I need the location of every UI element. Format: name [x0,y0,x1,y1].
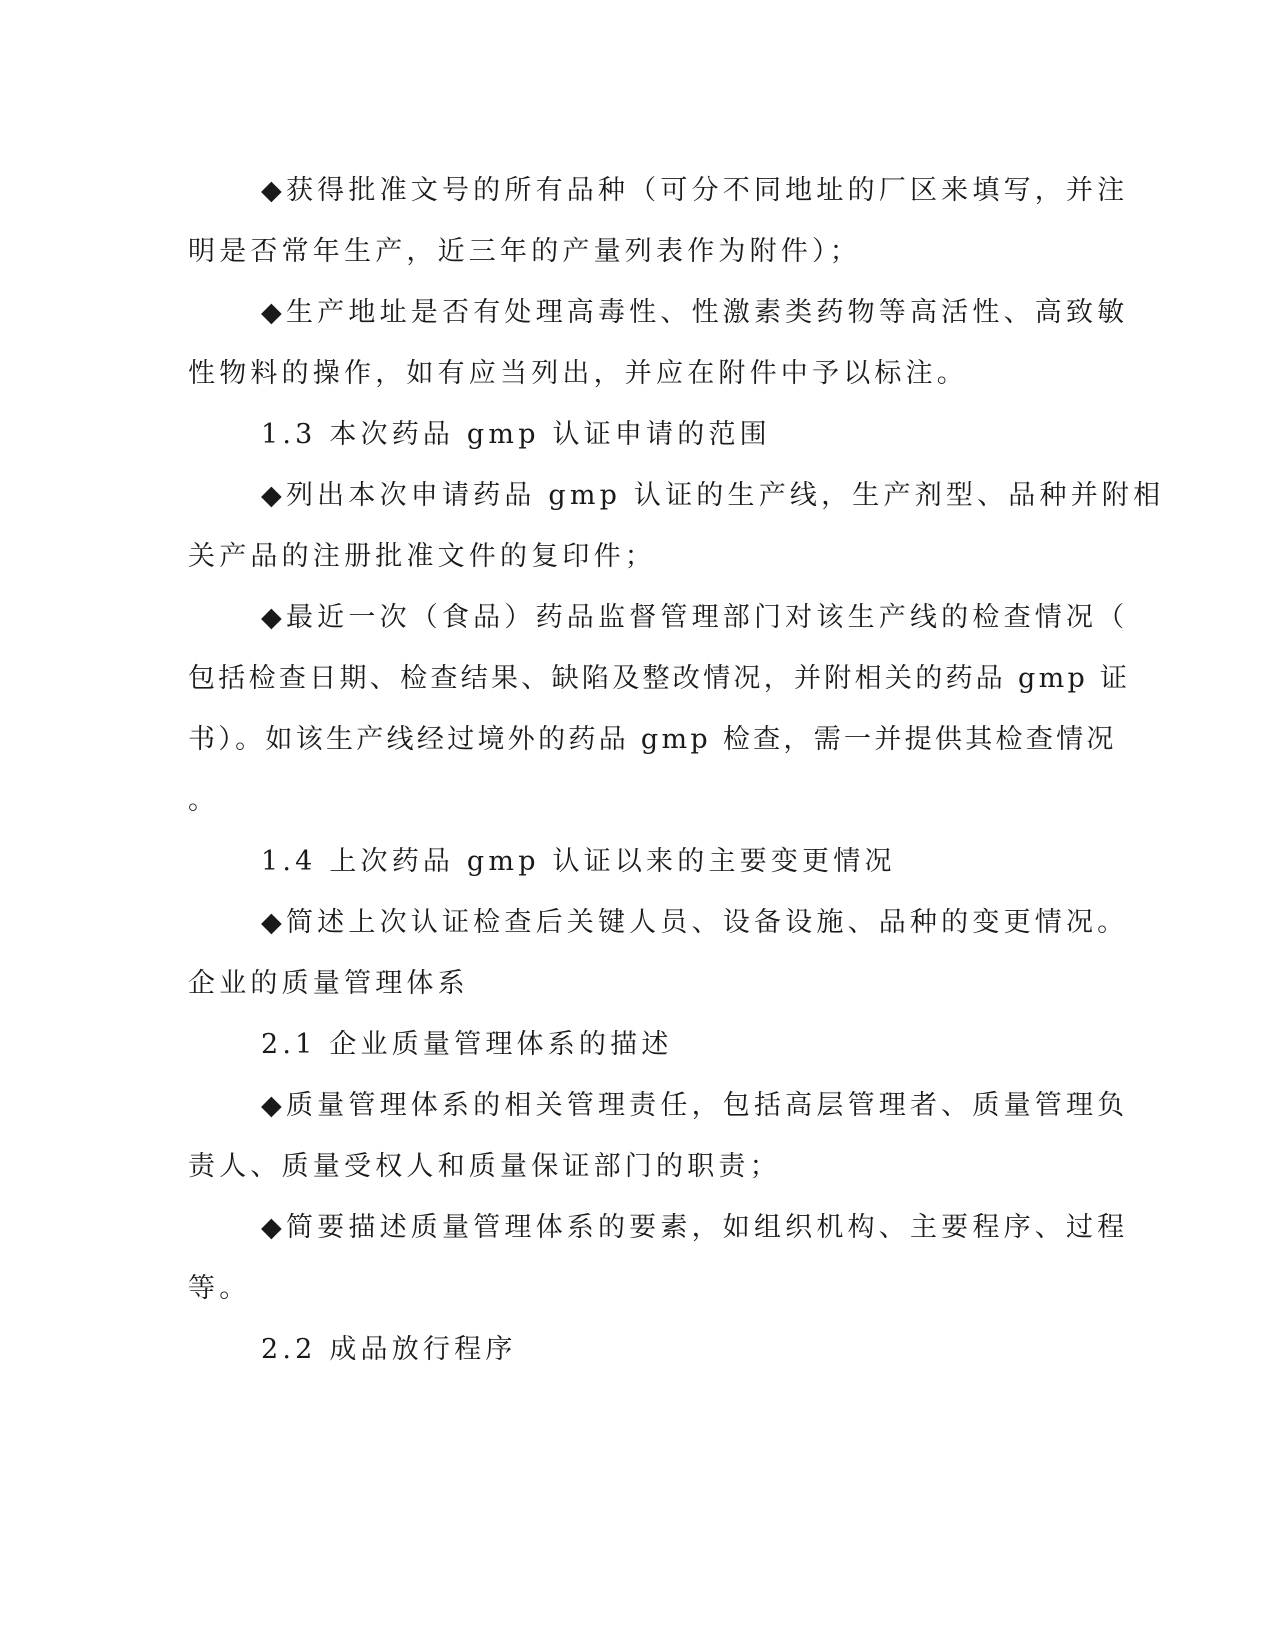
paragraph-continuation-line: 。 [188,785,220,816]
paragraph-continuation-line: 包括检查日期、检查结果、缺陷及整改情况，并附相关的药品 gmp 证 [188,663,1131,694]
chapter-heading: 企业的质量管理体系 [188,968,469,999]
section-heading-2-2: 2.2 成品放行程序 [261,1334,517,1365]
paragraph-continuation-line: 关产品的注册批准文件的复印件； [188,541,656,572]
bullet-paragraph-line: ◆生产地址是否有处理高毒性、性激素类药物等高活性、高致敏 [261,297,1129,328]
section-heading-1-4: 1.4 上次药品 gmp 认证以来的主要变更情况 [261,846,896,877]
section-heading-2-1: 2.1 企业质量管理体系的描述 [261,1029,673,1060]
bullet-paragraph-line: ◆获得批准文号的所有品种（可分不同地址的厂区来填写，并注 [261,175,1129,206]
bullet-paragraph-line: ◆列出本次申请药品 gmp 认证的生产线，生产剂型、品种并附相 [261,480,1165,511]
section-heading-1-3: 1.3 本次药品 gmp 认证申请的范围 [261,419,771,450]
bullet-paragraph-line: ◆最近一次（食品）药品监督管理部门对该生产线的检查情况（ [261,602,1129,633]
document-body [188,160,1165,1380]
paragraph-continuation-line: 明是否常年生产，近三年的产量列表作为附件）； [188,236,861,267]
bullet-paragraph-line: ◆质量管理体系的相关管理责任，包括高层管理者、质量管理负 [261,1090,1129,1121]
paragraph-continuation-line: 责人、质量受权人和质量保证部门的职责； [188,1151,781,1182]
paragraph-continuation-line: 等。 [188,1273,251,1304]
paragraph-continuation-line: 书）。如该生产线经过境外的药品 gmp 检查，需一并提供其检查情况 [188,724,1117,755]
bullet-paragraph-line: ◆简要描述质量管理体系的要素，如组织机构、主要程序、过程 [261,1212,1129,1243]
bullet-paragraph-line: ◆简述上次认证检查后关键人员、设备设施、品种的变更情况。 [261,907,1129,938]
paragraph-continuation-line: 性物料的操作，如有应当列出，并应在附件中予以标注。 [188,358,968,389]
